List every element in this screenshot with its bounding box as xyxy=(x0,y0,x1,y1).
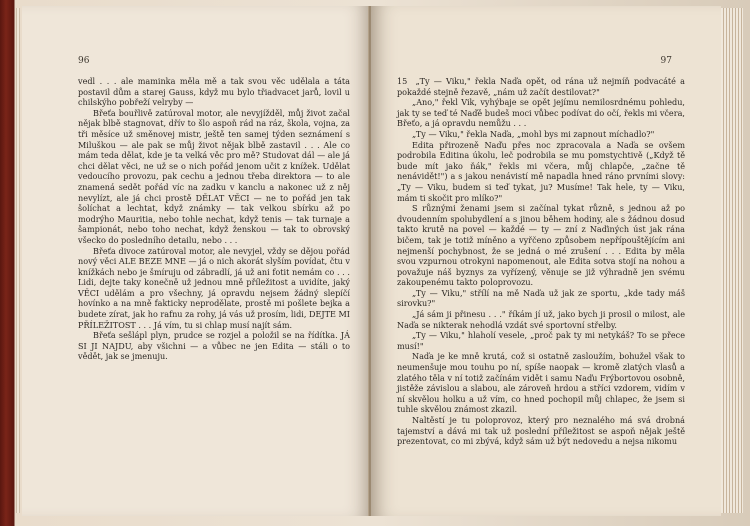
page-number-right: 97 xyxy=(660,56,672,66)
page-stack-left xyxy=(16,8,20,513)
paragraph: „Ty — Viku," řekla Naďa, „mohl bys mi zapnout míchadlo?" xyxy=(412,128,655,139)
paragraph: Břeťa sešlápl plyn, prudce se rozjel a položil se na řídítka. JÁ SI JI NAJDU, aby všichni — a vůbec ne jen Edita — stáli o to vědět, jak se jmenuju. xyxy=(78,330,350,362)
right-page-text xyxy=(397,76,685,447)
right-page xyxy=(371,6,721,516)
paragraph: „Já sám ji přinesu . . ." říkám jí už, jako bych ji prosil o milost, ale Naďa se nikterak nehodlá vzdát své sportovní střelby. xyxy=(397,309,685,330)
page-number-left: 96 xyxy=(78,56,90,66)
paragraph: Edita přirozeně Naďu přes noc zpracovala a Naďa se ovšem podrobila Editina úkolu, leč podrobila se mu pomstychtivě („Když tě bude mít jako ňák," řekls mi včera, můj chlapče, „začne tě nenávidět!") a s jakou nenávistí mě napadla hned ráno prvními slovy: „Ty — Viku, budem si teď tykat, ju? Musíme! Tak hele, ty — Viku, mám ti skočit pro mlíko?" xyxy=(397,139,685,203)
paragraph: „Ty — Viku," střílí na mě Naďa už jak ze sportu, „kde tady máš sirovku?" xyxy=(397,287,685,309)
line-marker: 15 xyxy=(397,76,408,86)
paragraph: Břeťa bouřlivě zatúroval motor, ale nevyjížděl, můj život začal nějak blbě stagnovat, dřív to šlo aspoň rád na ráz, škola, vojna, za tři měsíce už směnovej mistr, ještě ten samej týden seznámení s Miluškou — ale pak se můj život nějak blbě zastavil . . . Ale co mám teda dělat, kde je ta velká věc pro mě? Studovat dál — ale já chci dělat věci, ne už se o nich pořád jenom učit z knížek. Udělat vedoucího provozu, pak cechu a jednou třeba direktora — to ale znamená sedět pořád víc na zadku v kanclu a nakonec už z něj nevylízt, ale já chci prostě DĚLAT VĚCI — ne to pořád jen tak šolíchat a lechtat, když známky — tak velkou sbírku až po modrýho Mauritia, nebo tohle nechat, když tenis — tak turnaje a šampionát, nebo toho nechat, když ženskou — tak to obrovský všecko do posledního detailu, nebo . . . xyxy=(78,107,350,245)
paragraph: „Ty — Viku," hlaholí vesele, „proč pak ty mi netykáš? To se přece musí!" xyxy=(397,330,685,351)
paragraph: S různými ženami jsem si začínal tykat různě, s jednou až po dvoudenním spolubydlení a s jinou během hodiny, ale s žádnou dosud takto krutě na povel — každé — ty — zní z Naďiných úst jak rána bičem, tak je totiž míněno a vyřčeno způsobem nepřípouštějícím ani nejmenší pochybnost, že se jedná o mé zrušení . . . Edita by měla svou vzpurnou otrokyni napomenout, ale Edita sotva stojí na nohou a považuje náš byznys za vyřízený, věnuje se již výhradně jen svému zakoupenému takto poloprovozu. xyxy=(397,203,685,288)
paragraph: Naltěstí je tu poloprovoz, který pro neznalého má svá drobná tajemství a dává mi tak už poslední příležitost se aspoň nějak ještě prezentovat, co mi zbývá, když sám už být nedovedu a nejsa nikomu xyxy=(397,415,685,447)
paragraph: Břeťa divoce zatúroval motor, ale nevyjel, vždy se dějou pořád nový věci ALE BEZE MNE — já o nich akorát slyším povídat, čtu v knížkách nebo je šmíruju od zábradlí, já už ani fotit nemám co . . . Lidi, dejte taky konečně už jednou mně příležitost a uvidíte, jaký VĚCI udělám a pro všechny, já opravdu nejsem žádný slepíčí hovínko a na mně fakticky neprodělate, prostě mi pošlete bejka a budete zírat, jak ho rafnu za rohy, já vás už prosím, lidi, DEJTE MI PŘÍLEŽITOST . . . Já vím, tu si chlap musí najít sám. xyxy=(78,245,351,330)
paragraph: „Ano," řekl Vik, vyhýbaje se opět jejímu nemilosrdnému pohledu, jak ty se teď té Naďě budeš moci vůbec podívat do očí, řekls mi včera, Břeťo, a já opravdu nemůžu . . . xyxy=(397,97,685,129)
paragraph: vedl . . . ale maminka měla mě a tak svou věc udělala a táta postavil dům a starej Gauss, když mu bylo třiadvacet jarů, lovil u chilskýho pobřeží velryby — xyxy=(78,76,350,108)
paragraph: Naďa je ke mně krutá, což si ostatně zasloužím, bohužel však to neumenšuje mou touhu po ní, spíše naopak — kromě zlatých vlasů a zlatého těla v ní totiž začínám vidět i samu Naďu Frýbortovou osobně, jistěže závislou a slabou, ale zároveň hrdou a stříci vzdorem, vidím v ní skvělou holku a už vím, co hned pochopil můj chlapec, že jsem si tuhle skvělou známost zkazil. xyxy=(397,351,685,415)
paragraph-text: „Ty — Viku," řekla Naďa opět, od rána už nejmíň podvacáté a pokaždé stejně řezavě, „nám už začít destilovat?" xyxy=(397,76,685,97)
page-stack-right xyxy=(721,8,743,513)
paragraph xyxy=(397,76,685,97)
left-page xyxy=(22,6,371,516)
left-page-text xyxy=(78,76,350,362)
